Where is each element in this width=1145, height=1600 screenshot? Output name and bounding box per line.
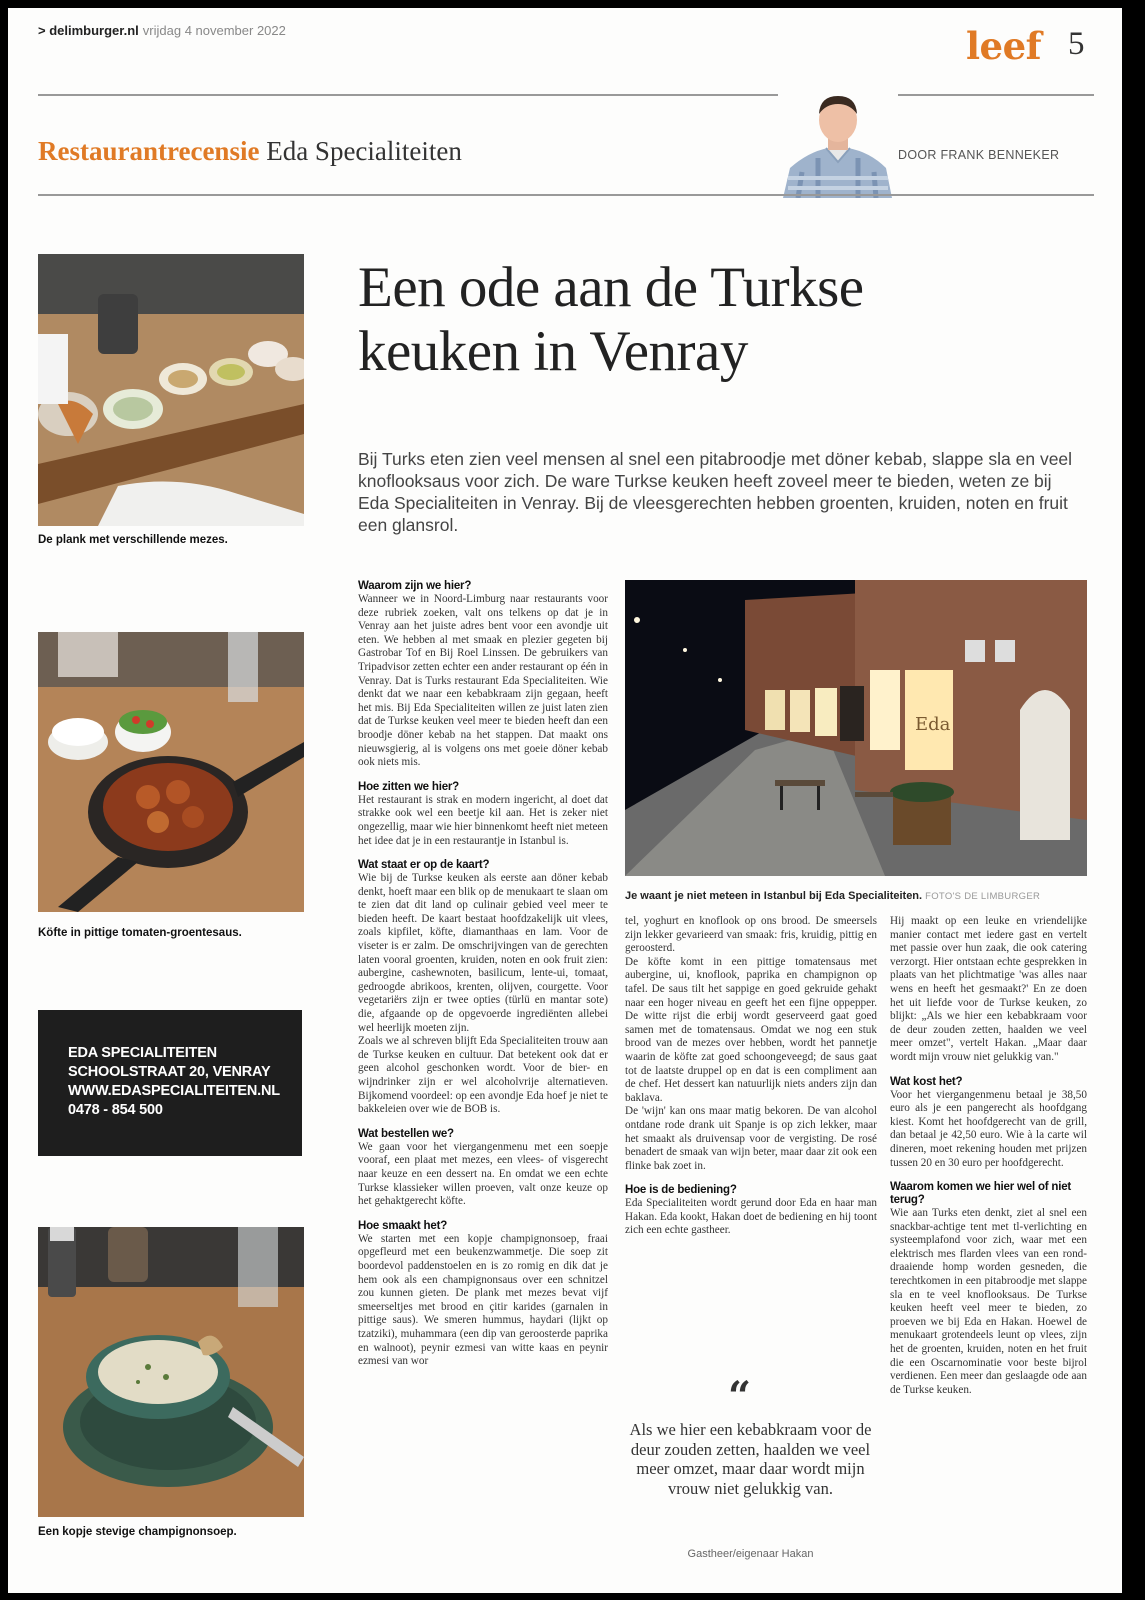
- paragraph: Zoals we al schreven blijft Eda Specialiteiten trouw aan de Turkse keuken en cultuur. Dat betekent ook dat er geen alcohol geschonken wordt. Voor de bier- en wijndrinker zijn er wel alcoholvrije alternatieven. Bijkomend voordeel: op een avondje Eda hoef je niet te bakkeleien over wie de BOB is.: [358, 1035, 608, 1116]
- article-column-2: [625, 915, 877, 1238]
- paragraph: tel, yoghurt en knoflook op ons brood. De smeersels zijn lekker gevarieerd van smaak: fris, kruidig, pittig en geroosterd.: [625, 915, 877, 955]
- newspaper-page: [8, 8, 1122, 1593]
- photo-kofte: [38, 632, 304, 912]
- paragraph: We gaan voor het viergangenmenu met een soepje vooraf, een plaat met mezes, een vlees- of visgerecht naar keuze en een dessert na. En omdat we een echte Turkse klassieker willen proeven, valt onze keuze op het gehaktgerecht köfte.: [358, 1140, 608, 1208]
- subhead-seating: Hoe zitten we hier?: [358, 780, 459, 793]
- paragraph: De 'wijn' kan ons maar matig bekoren. De van alcohol ontdane rode drank uit Spanje is op zich lekker, maar het smaakt als druivensap voor de vergisting. De rosé benadert de smaak van wijn beter, maar daar zit ook een flinke bak zoet in.: [625, 1105, 877, 1172]
- photo-soup-caption: Een kopje stevige champignonsoep.: [38, 1526, 237, 1538]
- subhead-taste: Hoe smaakt het?: [358, 1219, 448, 1232]
- category-title: [38, 136, 462, 167]
- photo-soup: [38, 1227, 304, 1517]
- subhead-menu: Wat staat er op de kaart?: [358, 859, 490, 872]
- info-name: EDA SPECIALITEITEN: [68, 1045, 217, 1061]
- subhead-service: Hoe is de bediening?: [625, 1184, 737, 1197]
- subhead-why-here: Waarom zijn we hier?: [358, 580, 472, 592]
- article-column-3: [890, 915, 1087, 1397]
- info-website[interactable]: WWW.EDASPECIALITEITEN.NL: [68, 1083, 280, 1099]
- photo-mezes: [38, 254, 304, 526]
- info-address: SCHOOLSTRAAT 20, VENRAY: [68, 1064, 271, 1080]
- info-phone[interactable]: 0478 - 854 500: [68, 1102, 163, 1118]
- issue-date: vrijdag 4 november 2022: [142, 23, 286, 38]
- subhead-cost: Wat kost het?: [890, 1075, 963, 1088]
- author-photo: [778, 88, 898, 198]
- pull-quote-attribution: Gastheer/eigenaar Hakan: [687, 1548, 814, 1560]
- paragraph: We starten met een kopje champignonsoep, fraai opgefleurd met een beukenzwammetje. Die soep zit boordevol paddenstoelen en is zo romig en dik dat je hem ook als een champignonsaus over een schnitzel zou kunnen gieten. De plank met mezes bevat vijf smeerseltjes met brood en çitir karides (garnalen in pittige saus). We smeren hummus, haydari (lijkt op tzatziki), muhammara (een dip van geroosterde paprika en walnoot), peynir ezmesi van witte kaas en peynir ezmesi van wor: [358, 1232, 608, 1368]
- quote-mark-icon: “: [728, 1373, 752, 1420]
- category-kicker: Restaurantrecensie: [38, 136, 260, 166]
- category-subject: Eda Specialiteiten: [266, 136, 462, 166]
- paragraph: Voor het viergangenmenu betaal je 38,50 euro als je een pangerecht als hoofdgang kiest. Komt het hoofdgerecht van de grill, dan betaal je 42,50 euro. Wie à la carte wil dineren, moet rekening houden met prijzen tussen 20 en 30 euro per hoofdgerecht.: [890, 1088, 1087, 1169]
- photo-mezes-caption: De plank met verschillende mezes.: [38, 534, 228, 546]
- section-label: leef: [966, 24, 1042, 68]
- byline: DOOR FRANK BENNEKER: [898, 148, 1060, 162]
- photo-storefront: [625, 580, 1087, 876]
- subhead-verdict: Waarom komen we hier wel of niet terug?: [890, 1181, 1072, 1207]
- paragraph: Het restaurant is strak en modern ingericht, al doet dat strakke ook wel een beetje kil aan. Het is zeker niet ongezellig, maar wie hier binnenkomt heeft niet meteen het idee dat je in een restaurantje in Istanbul is.: [358, 793, 608, 847]
- paragraph: Wie bij de Turkse keuken als eerste aan döner kebab denkt, hoeft maar een blik op de menukaart te slaan om te zien dat dit land op culinair gebied veel meer te bieden heeft. De kaart bestaat hoofdzakelijk uit vlees, zoals kipfilet, köfte, diamanthaas en lam. Voor de viseter is er zalm. De omschrijvingen van de gerechten laten vooral groenten, kruiden, noten en ook fruit zien: aubergine, cashewnoten, basilicum, lente-ui, tomaat, gedroogde abrikoos, krenten, olijven, courgette. Voor vegetariërs zijn er twee opties (türlü en mantar sote) die, afgaande op de opgevoerde ingrediënten allebei wel heerlijk moeten zijn.: [358, 872, 608, 1034]
- intro-paragraph: Bij Turks eten zien veel mensen al snel een pitabroodje met döner kebab, slappe sla en veel knoflooksaus voor zich. De ware Turkse keuken heeft zoveel meer te bieden, weten ze bij Eda Specialiteiten in Venray. Bij de vleesgerechten hebben groenten, kruiden, noten en fruit een glansrol.: [358, 449, 1073, 535]
- masthead-site: [38, 23, 286, 38]
- photo-storefront-caption: Je waant je niet meteen in Istanbul bij Eda Specialiteiten. FOTO'S DE LIMBURGER: [625, 890, 1041, 902]
- photo-kofte-caption: Köfte in pittige tomaten-groentesaus.: [38, 927, 242, 939]
- headline: Een ode aan de Turkse keuken in Venray: [358, 256, 864, 383]
- article-column-1: [358, 580, 608, 1369]
- restaurant-info-box: [38, 1010, 302, 1156]
- category-rule: [38, 194, 1094, 196]
- paragraph: Eda Specialiteiten wordt gerund door Eda en haar man Hakan. Eda kookt, Hakan doet de bediening en hij toont zich een echte gastheer.: [625, 1197, 877, 1237]
- paragraph: Wie aan Turks eten denkt, ziet al snel een snackbar-achtige tent met tl-verlichting en systeemplafond voor zich, waar met een elektrisch mes flarden vlees van een ronddraaiende homp worden gesneden, die terechtkomen in een pitabroodje met slappe sla en te veel knoflooksaus. De Turkse keuken heeft veel meer te bieden, zo proeven we bij Eda en Hakan. Hoewel de menukaart grotendeels leunt op vlees, zijn het de groenten, kruiden, noten en het fruit die een Oscarnominatie voor beste bijrol verdienen. Een meer dan geslaagde ode aan de Turkse keuken.: [890, 1207, 1087, 1396]
- paragraph: De köfte komt in een pittige tomatensaus met aubergine, ui, knoflook, paprika en champignon op tafel. De saus tilt het sappige en goed gekruide gehakt naar een hoger niveau en geeft het een fijne oppepper. De witte rijst die erbij wordt geserveerd gaat goed samen met de tomatensaus. Omdat we nog een stuk brood van de mezes over hebben, wordt het pannetje waarin de köfte zat goed schoongeveegd; de saus gaat tot de laatste druppel op en dat is een compliment aan de chef. Het dessert kan natuurlijk niets anders zijn dan baklava.: [625, 955, 877, 1104]
- header-rule: [38, 94, 1094, 96]
- photo-credit: FOTO'S DE LIMBURGER: [925, 891, 1041, 902]
- page-number: 5: [1068, 26, 1085, 62]
- subhead-order: Wat bestellen we?: [358, 1127, 454, 1140]
- pull-quote: Als we hier een kebabkraam voor de deur zouden zetten, haalden we veel meer omzet, maar daar wordt mijn vrouw niet gelukkig van.: [629, 1420, 872, 1498]
- storefront-sign: Eda: [915, 714, 951, 735]
- site-name[interactable]: > delimburger.nl: [38, 23, 139, 38]
- paragraph: Wanneer we in Noord-Limburg naar restaurants voor deze rubriek zoeken, valt ons telkens op dat je in Venray aan het juiste adres bent voor een avondje uit eten. We hebben al met smaak en plezier gegeten bij Gastrobar Tof en Bij Roel Linssen. De gebruikers van Tripadvisor zetten echter een ander restaurant op één in Venray. Dat is Turks restaurant Eda Specialiteiten. Wie denkt dat we naar een kebabkraam zijn gegaan, heeft het mis. Bij Eda Specialiteiten willen ze juist laten zien dat de Turkse keuken veel meer te bieden heeft dan een broodje döner kebab na het stappen. Dat maakt ons nieuwsgierig, al is volgens ons met goeie döner kebab ook niets mis.: [358, 593, 608, 769]
- paragraph: Hij maakt op een leuke en vriendelijke manier contact met iedere gast en vertelt met passie over hun zaak, die ook catering verzorgt. Hier ontstaan echte gesprekken in plaats van het plichtmatige 'was alles naar wens en heeft het gesmaakt?' En ze doen het uit liefde voor de Turkse keuken, zo blijkt: „Als we hier een kebabkraam voor de deur zouden zetten, haalden we veel meer omzet", vertelt Hakan. „Maar daar wordt mijn vrouw niet gelukkig van.": [890, 915, 1087, 1063]
